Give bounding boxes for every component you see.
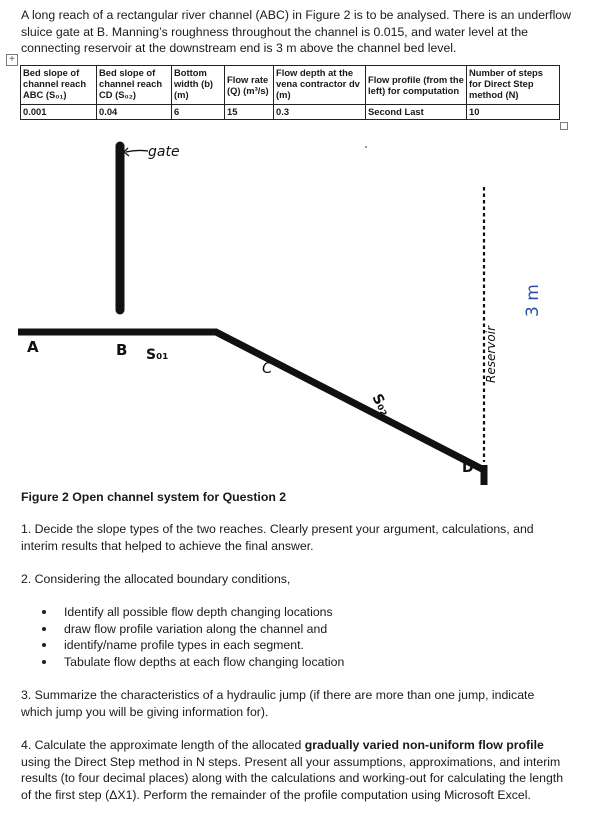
table-header-cell: Bottom width (b) (m) [172,66,225,105]
question-2-bullets [38,604,344,670]
point-d-label: D [462,460,474,476]
question-4-end: using the Direct Step method in N steps. Present all your assumptions, approximations, and interim results (to four decimal places) along with the calculations and working-out for calculating the length of the first step (ΔX1). Perform the remainder of the profile computation using Microsoft Excel. [21,754,564,802]
table-header-cell: Flow depth at the vena contractor dv (m) [274,66,366,105]
table-cell[interactable]: 0.04 [97,105,172,120]
list-item: identify/name profile types in each segment. [38,637,344,654]
table-cell[interactable]: Second Last [366,105,467,120]
point-a-label: A [27,338,39,356]
reservoir-label: Reservoir [484,326,498,383]
question-3: 3. Summarize the characteristics of a hydraulic jump (if there are more than one jump, indicate which jump you will be giving information for). [21,688,535,719]
slope-s02-label: S₀₂ [368,391,394,419]
table-header-cell: Number of steps for Direct Step method (N) [467,66,560,105]
table-cell[interactable]: 0.001 [21,105,97,120]
move-handle-icon[interactable]: + [6,54,18,66]
point-b-label: B [116,341,128,359]
gate-arrow-line [126,150,148,152]
figure-caption: Figure 2 Open channel system for Question 2 [21,490,287,504]
table-cell[interactable]: 15 [225,105,274,120]
gate-label: gate [148,144,180,160]
intro-text: A long reach of a rectangular river channel (ABC) in Figure 2 is to be analysed. There is an underflow sluice gate at B. Manning’s roughness throughout the channel is 0.015, and water level at the connecting reservoir at the downstream end is 3 m above the channel bed level. [21,8,572,56]
table-cell[interactable]: 6 [172,105,225,120]
table-cell[interactable]: 10 [467,105,560,120]
table-cell[interactable]: 0.3 [274,105,366,120]
list-item: Tabulate flow depths at each flow changing location [38,654,344,671]
table-header-cell: Flow profile (from the left) for computation [366,66,467,105]
channel-bed-line [18,332,484,484]
table-header-cell: Bed slope of channel reach CD (S₀₂) [97,66,172,105]
figure-2-drawing [0,128,608,493]
table-header-cell: Bed slope of channel reach ABC (S₀₁) [21,66,97,105]
question-1: 1. Decide the slope types of the two reaches. Clearly present your argument, calculations, and interim results that helped to achieve the final answer. [21,522,534,553]
point-c-label: C [262,359,273,377]
slope-s01-label: S₀₁ [146,347,169,363]
question-2: 2. Considering the allocated boundary conditions, [21,572,291,586]
table-header-cell: Flow rate (Q) (m³/s) [225,66,274,105]
parameters-table [20,65,560,120]
list-item: Identify all possible flow depth changing locations [38,604,344,621]
question-4-start: 4. Calculate the approximate length of the allocated [21,738,305,752]
intro-paragraph [21,7,581,57]
reservoir-depth-note: 3 m [523,284,543,317]
list-item: draw flow profile variation along the channel and [38,621,344,638]
table-row [21,105,560,120]
question-4-emphasis: gradually varied non-uniform flow profile [304,738,544,752]
table-header-row [21,66,560,105]
question-4 [21,737,566,803]
